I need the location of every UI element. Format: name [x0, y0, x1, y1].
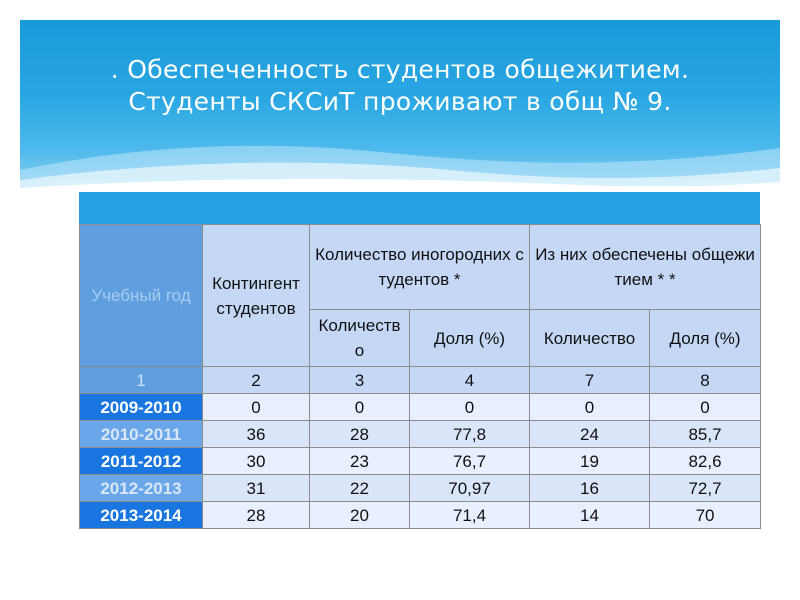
header-dormitory-count: Количество [530, 310, 650, 367]
dormitory-share-cell: 82,6 [650, 448, 761, 475]
column-number: 1 [80, 367, 203, 394]
nonresident-share-cell: 77,8 [410, 421, 530, 448]
header-year: Учебный год [80, 225, 203, 367]
dormitory-share-cell: 85,7 [650, 421, 761, 448]
contingent-cell: 36 [203, 421, 310, 448]
nonresident-count-cell: 20 [310, 502, 410, 529]
dormitory-share-cell: 72,7 [650, 475, 761, 502]
nonresident-count-cell: 23 [310, 448, 410, 475]
header-nonresident-count: Количество [310, 310, 410, 367]
column-number: 4 [410, 367, 530, 394]
nonresident-count-cell: 0 [310, 394, 410, 421]
year-cell: 2010-2011 [80, 421, 203, 448]
dormitory-count-cell: 19 [530, 448, 650, 475]
dormitory-table [79, 224, 761, 529]
table-row [80, 394, 761, 421]
nonresident-share-cell: 76,7 [410, 448, 530, 475]
contingent-cell: 31 [203, 475, 310, 502]
column-number-row [80, 367, 761, 394]
nonresident-count-cell: 22 [310, 475, 410, 502]
nonresident-share-cell: 70,97 [410, 475, 530, 502]
nonresident-share-cell: 71,4 [410, 502, 530, 529]
dormitory-share-cell: 0 [650, 394, 761, 421]
dormitory-count-cell: 24 [530, 421, 650, 448]
header-nonresident-group: Количество иногородних студентов * [310, 225, 530, 310]
dormitory-count-cell: 0 [530, 394, 650, 421]
dormitory-share-cell: 70 [650, 502, 761, 529]
header-row-1 [80, 225, 761, 310]
slide-title [20, 54, 780, 118]
dormitory-count-cell: 14 [530, 502, 650, 529]
header-nonresident-share: Доля (%) [410, 310, 530, 367]
year-cell: 2013-2014 [80, 502, 203, 529]
year-cell: 2012-2013 [80, 475, 203, 502]
year-cell: 2009-2010 [80, 394, 203, 421]
table-row [80, 502, 761, 529]
title-line-1: . Обеспеченность студентов общежитием. [110, 55, 690, 84]
title-banner [20, 20, 780, 192]
column-number: 2 [203, 367, 310, 394]
table-row [80, 475, 761, 502]
table-row [80, 421, 761, 448]
nonresident-share-cell: 0 [410, 394, 530, 421]
column-number: 7 [530, 367, 650, 394]
nonresident-count-cell: 28 [310, 421, 410, 448]
contingent-cell: 30 [203, 448, 310, 475]
contingent-cell: 0 [203, 394, 310, 421]
contingent-cell: 28 [203, 502, 310, 529]
column-number: 8 [650, 367, 761, 394]
header-dormitory-share: Доля (%) [650, 310, 761, 367]
dormitory-count-cell: 16 [530, 475, 650, 502]
year-cell: 2011-2012 [80, 448, 203, 475]
title-line-2: Студенты СКСиТ проживают в общ № 9. [128, 87, 672, 116]
header-contingent: Контингент студентов [203, 225, 310, 367]
table-row [80, 448, 761, 475]
header-dormitory-group: Из них обеспечены общежитием * * [530, 225, 761, 310]
column-number: 3 [310, 367, 410, 394]
table-top-strip [79, 192, 760, 224]
